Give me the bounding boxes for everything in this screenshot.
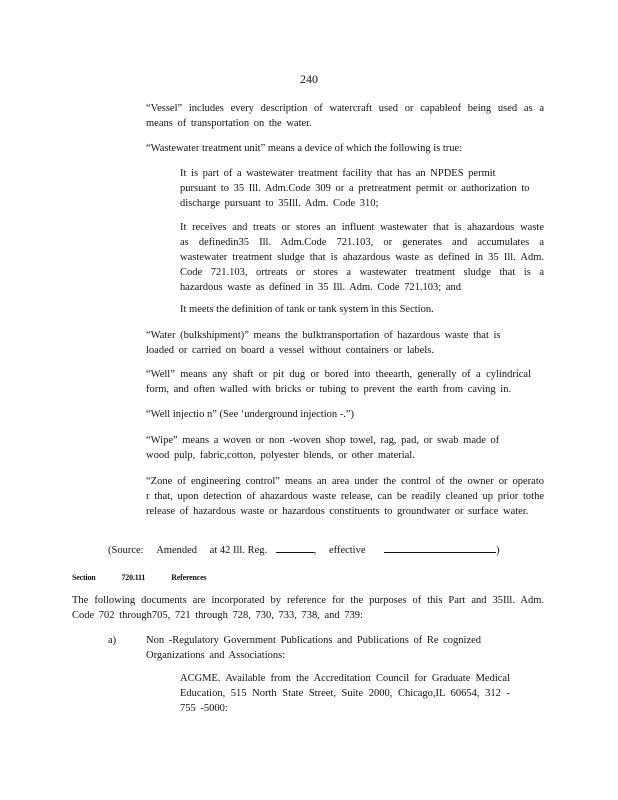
references-intro: The following documents are incorporated by reference for the purposes of this Part and 35Ill. Adm. Code 702 through705, 721 through 728, 730, 733, 738, and 739: [72, 595, 544, 621]
item-a-text: Non -Regulatory Government Publications and Publications of Re cognized Organizations and Associations: [146, 635, 482, 661]
register-blank [276, 541, 314, 553]
wwtu-condition-hazardous-influent: It receives and treats or stores an influent wastewater that is ahazardous waste as definedin35 Ill. Adm.Code 721.103, or generates and accumulates a wastewater treatment sludge that is ahazardous waste as defined in 35 Ill. Adm. Code 721.103, ortreats or stores a wastewater treatment sludge that is a hazardous waste as defined in 35 Ill. Adm. Code 721.103; and [180, 222, 544, 293]
source-amended: Amended [156, 545, 198, 556]
section-number: 720.111 [121, 573, 146, 582]
definition-wastewater-treatment-unit: “Wastewater treatment unit” means a device of which the following is true: [146, 143, 463, 154]
section-heading [72, 570, 232, 585]
wwtu-condition-tank-system: It meets the definition of tank or tank system in this Section. [180, 304, 434, 315]
source-effective: effective [328, 545, 366, 556]
definition-well: “Well” means any shaft or pit dug or bored into theearth, generally of a cylindrical form, and often walled with bricks or tubing to prevent the earth from caving in. [146, 369, 531, 395]
source-open: (Source: [108, 545, 144, 556]
section-label: Section [72, 573, 96, 582]
definition-water-bulk-shipment: “Water (bulkshipment)” means the bulktransportation of hazardous waste that is loaded or carried on board a vessel without containers or labels. [146, 330, 501, 356]
definition-wipe: “Wipe” means a woven or non -woven shop towel, rag, pad, or swab made of wood pulp, fabric,cotton, polyester blends, or other material. [146, 435, 500, 461]
page-number: 240 [300, 72, 318, 86]
definition-well-injection: “Well injectio n” (See ‘underground injection -.”) [146, 409, 355, 420]
definition-vessel: “Vessel” includes every description of watercraft used or capableof being used as a means of transportation on the water. [146, 103, 544, 129]
effective-date-blank [384, 541, 496, 553]
section-title: References [171, 573, 207, 582]
wwtu-condition-npdes: It is part of a wastewater treatment facility that has an NPDES permit pursuant to 35 Ill. Adm.Code 309 or a pretreatment permit or authorization to discharge pursuant to 35Ill. Adm. Code 310; [180, 168, 530, 209]
source-comma: , [313, 545, 317, 556]
definition-zone-of-engineering-control: “Zone of engineering control” means an area under the control of the owner or operato r that, upon detection of ahazardous waste release, can be readily cleaned up prior tothe release of hazardous waste or hazardous constituents to groundwater or surface water. [146, 476, 544, 517]
source-close: ) [496, 545, 500, 556]
item-a-marker: a) [108, 635, 117, 646]
reference-acgme: ACGME. Available from the Accreditation Council for Graduate Medical Education, 515 North State Street, Suite 2000, Chicago,IL 60654, 312 - 755 -5000: [180, 673, 510, 714]
source-register: at 42 Ill. Reg. [209, 545, 268, 556]
source-note [108, 541, 508, 558]
